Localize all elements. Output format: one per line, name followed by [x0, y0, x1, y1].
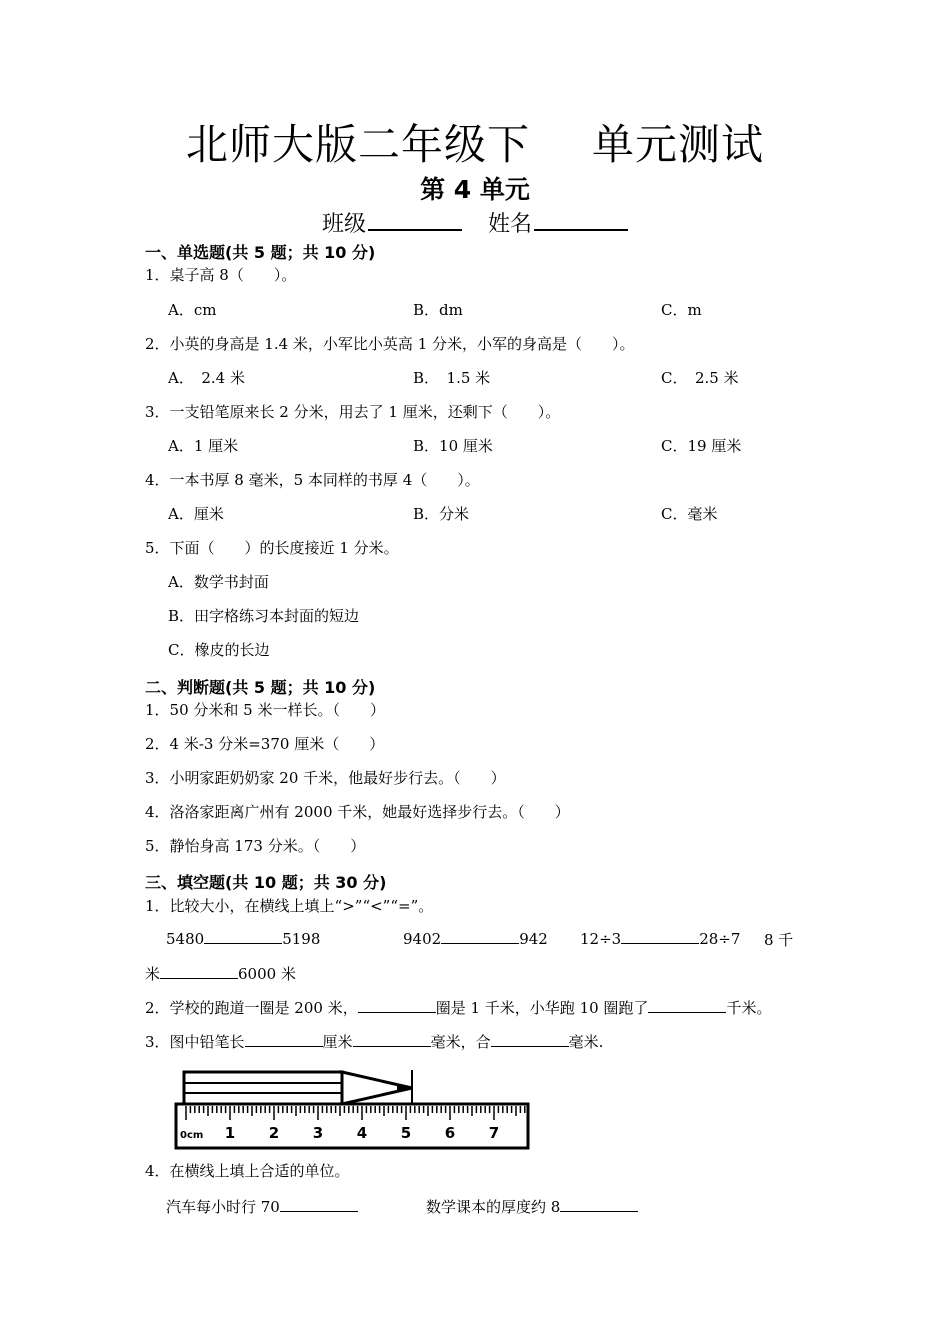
option-c[interactable]: C．m: [661, 301, 702, 319]
ruler-label: 1: [224, 1124, 236, 1142]
option-c[interactable]: C．橡皮的长边: [168, 641, 270, 659]
answer-blank[interactable]: [353, 1032, 431, 1047]
question-text: 4．在横线上填上合适的单位。: [145, 1162, 350, 1180]
page-title: [0, 112, 950, 172]
answer-blank[interactable]: [204, 929, 282, 944]
answer-blank[interactable]: [160, 964, 238, 979]
option-b[interactable]: B．田字格练习本封面的短边: [168, 607, 360, 625]
student-info: [0, 207, 950, 238]
question-text: 3．小明家距奶奶家 20 千米，他最好步行去。（ ）: [145, 769, 506, 787]
question-text: 4．洛洛家距离广州有 2000 千米，她最好选择步行去。（ ）: [145, 803, 570, 821]
section-heading: 三、填空题(共 10 题；共 30 分): [145, 873, 387, 892]
ruler-label: 0cm: [180, 1130, 204, 1141]
question-text: 2．4 米-3 分米=370 厘米（ ）: [145, 735, 385, 753]
question-text: 1．比较大小，在横线上填上“>”“<”“=”。: [145, 897, 434, 915]
unit-fill-item: 数学课本的厚度约 8: [426, 1196, 638, 1217]
question-text: 1．桌子高 8（ ）。: [145, 266, 297, 284]
option-a[interactable]: A．数学书封面: [168, 573, 269, 591]
ruler-label: 7: [488, 1124, 500, 1142]
option-b[interactable]: B．dm: [413, 301, 463, 319]
answer-blank[interactable]: [280, 1197, 358, 1212]
question-text: 5．下面（ ）的长度接近 1 分米。: [145, 539, 399, 557]
section-heading: 二、判断题(共 5 题；共 10 分): [145, 678, 376, 697]
answer-blank[interactable]: [491, 1032, 569, 1047]
option-b[interactable]: B． 1.5 米: [413, 369, 491, 387]
option-a[interactable]: A．1 厘米: [168, 437, 239, 455]
question-text: 3．图中铅笔长 厘米 毫米，合 毫米.: [145, 1033, 604, 1051]
compare-item: 9402 942: [403, 930, 548, 948]
question-text: 5．静怡身高 173 分米。（ ）: [145, 837, 366, 855]
answer-blank[interactable]: [358, 998, 436, 1013]
unit-heading: 第 4 单元: [420, 175, 530, 204]
ruler-label: 6: [444, 1124, 456, 1142]
answer-blank[interactable]: [648, 998, 726, 1013]
answer-blank[interactable]: [245, 1032, 323, 1047]
compare-item: 5480 5198: [166, 930, 321, 948]
unit-fill-item: 汽车每小时行 70: [166, 1196, 358, 1217]
ruler-label: 2: [268, 1124, 280, 1142]
title-left: 北师大版二年级下: [185, 120, 530, 169]
compare-item: 12÷3 28÷7: [580, 930, 741, 948]
class-label: 班级: [321, 212, 366, 237]
answer-blank[interactable]: [441, 929, 519, 944]
question-text: 2．学校的跑道一圈是 200 米， 圈是 1 千米，小华跑 10 圈跑了 千米。: [145, 999, 772, 1017]
question-text: 1．50 分米和 5 米一样长。（ ）: [145, 701, 385, 719]
section-heading: 一、单选题(共 5 题；共 10 分): [145, 243, 376, 262]
name-label: 姓名: [488, 212, 533, 237]
name-field[interactable]: [534, 211, 628, 231]
option-c[interactable]: C．19 厘米: [661, 437, 742, 455]
ruler-body: [176, 1104, 528, 1148]
title-right: 单元测试: [592, 120, 765, 169]
question-text: 3．一支铅笔原来长 2 分米，用去了 1 厘米，还剩下（ ）。: [145, 403, 561, 421]
answer-blank[interactable]: [621, 929, 699, 944]
option-a[interactable]: A．cm: [168, 301, 217, 319]
class-field[interactable]: [368, 211, 462, 231]
pencil-ruler-figure: [172, 1066, 530, 1150]
ruler-label: 4: [356, 1124, 368, 1142]
pencil-icon: [184, 1070, 412, 1106]
option-c[interactable]: C．毫米: [661, 505, 718, 523]
ruler-label: 3: [312, 1124, 324, 1142]
option-b[interactable]: B．分米: [413, 505, 470, 523]
option-a[interactable]: A．厘米: [168, 505, 224, 523]
ruler-label: 5: [400, 1124, 412, 1142]
compare-item-start: 8 千: [764, 931, 794, 949]
compare-item-cont: 米 6000 米: [145, 965, 296, 983]
option-a[interactable]: A． 2.4 米: [168, 369, 245, 387]
question-text: 2．小英的身高是 1.4 米，小军比小英高 1 分米，小军的身高是（ ）。: [145, 335, 635, 353]
question-text: 4．一本书厚 8 毫米，5 本同样的书厚 4（ ）。: [145, 471, 480, 489]
option-c[interactable]: C． 2.5 米: [661, 369, 739, 387]
option-b[interactable]: B．10 厘米: [413, 437, 493, 455]
answer-blank[interactable]: [560, 1197, 638, 1212]
